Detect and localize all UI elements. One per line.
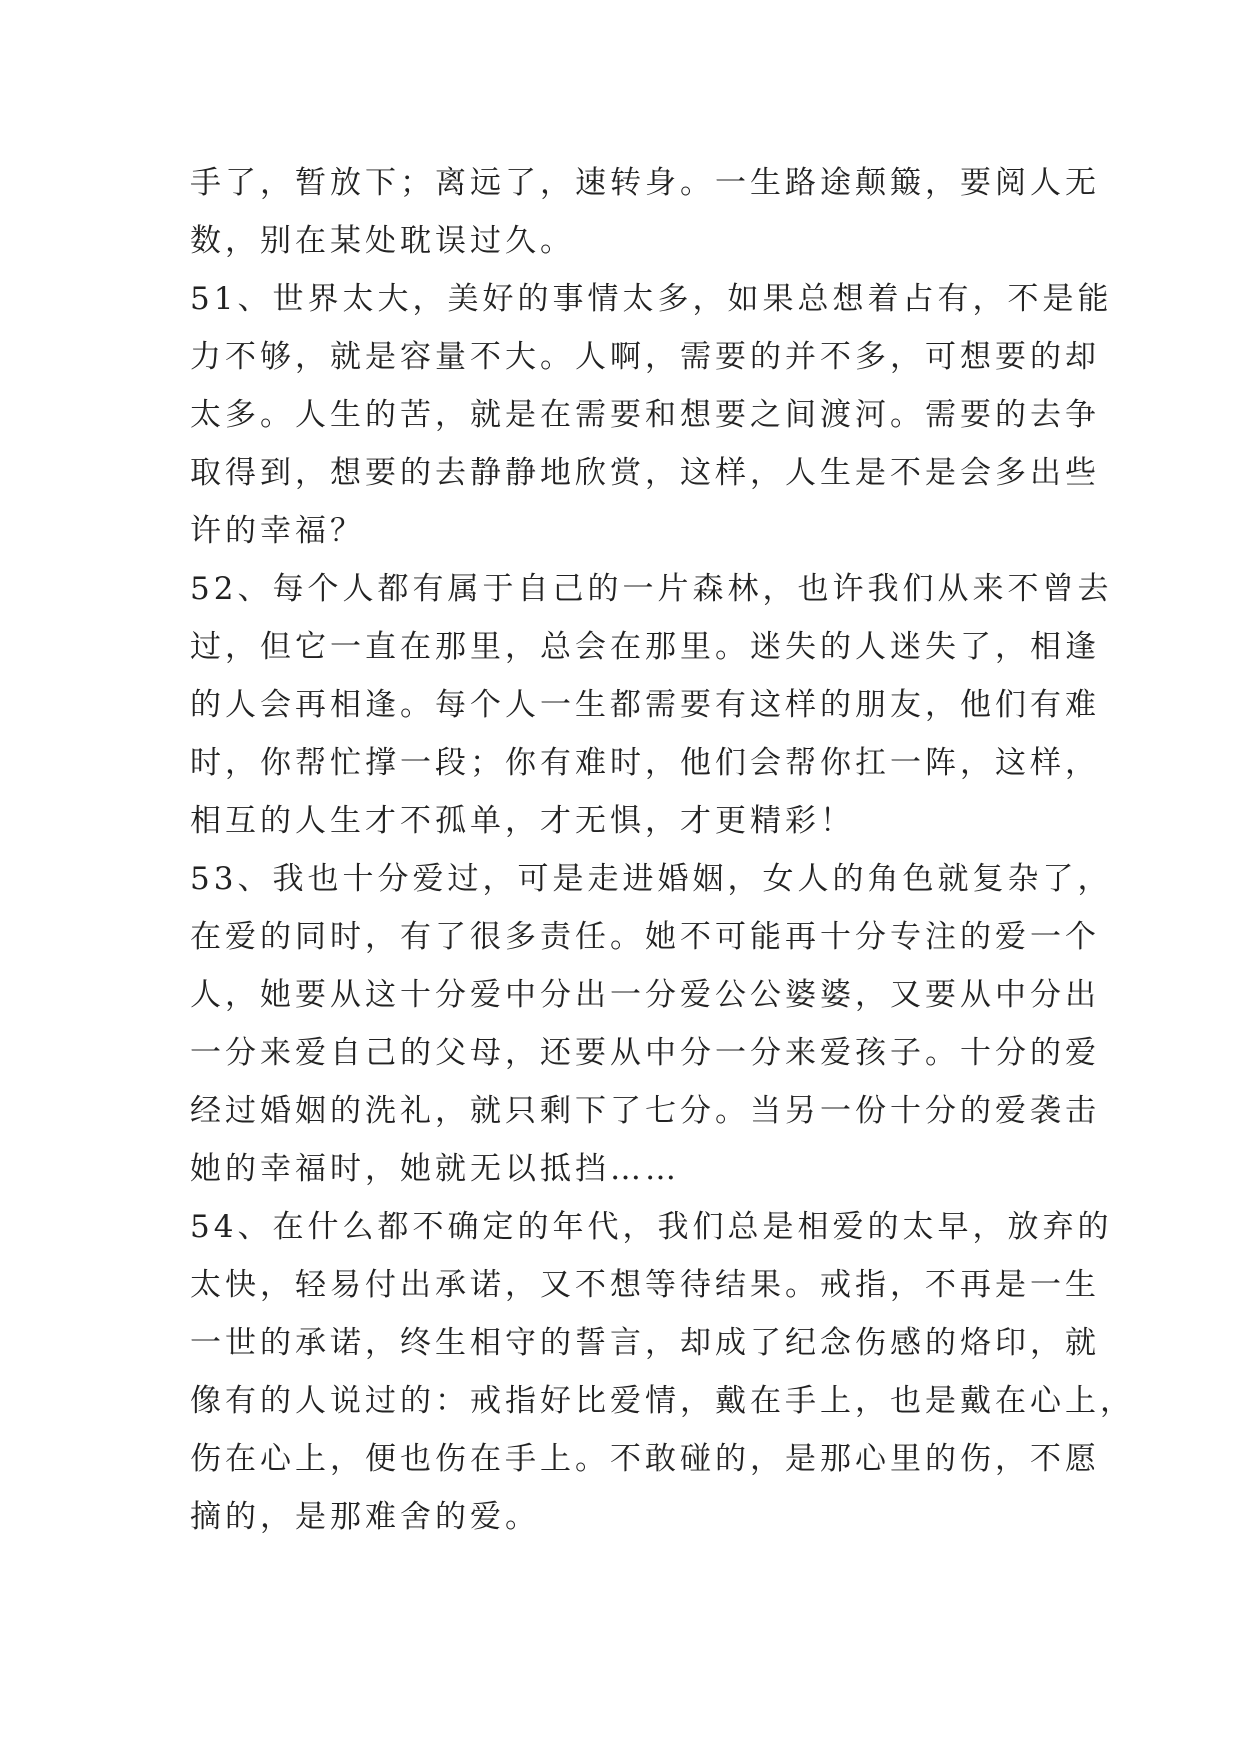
text-line: 手了，暂放下；离远了，速转身。一生路途颠簸，要阅人无 (190, 165, 1100, 201)
text-line: 她的幸福时，她就无以抵挡…… (190, 1151, 680, 1187)
text-line: 一分来爱自己的父母，还要从中分一分来爱孩子。十分的爱 (190, 1035, 1100, 1071)
document-body (190, 154, 1135, 1546)
text-line: 摘的，是那难舍的爱。 (190, 1499, 540, 1535)
text-line: 51、世界太大，美好的事情太多，如果总想着占有，不是能 (190, 281, 1113, 317)
text-line: 经过婚姻的洗礼，就只剩下了七分。当另一份十分的爱袭击 (190, 1093, 1100, 1129)
text-line: 数，别在某处耽误过久。 (190, 223, 575, 259)
text-line: 52、每个人都有属于自己的一片森林，也许我们从来不曾去 (190, 571, 1113, 607)
text-line: 的人会再相逢。每个人一生都需要有这样的朋友，他们有难 (190, 687, 1100, 723)
text-line: 许的幸福？ (190, 513, 365, 549)
text-line: 人，她要从这十分爱中分出一分爱公公婆婆，又要从中分出 (190, 977, 1100, 1013)
text-line: 像有的人说过的：戒指好比爱情，戴在手上，也是戴在心上， (190, 1383, 1135, 1419)
text-line: 太多。人生的苦，就是在需要和想要之间渡河。需要的去争 (190, 397, 1100, 433)
text-line: 54、在什么都不确定的年代，我们总是相爱的太早，放弃的 (190, 1209, 1113, 1245)
text-line: 伤在心上，便也伤在手上。不敢碰的，是那心里的伤，不愿 (190, 1441, 1100, 1477)
text-line: 力不够，就是容量不大。人啊，需要的并不多，可想要的却 (190, 339, 1100, 375)
text-line: 取得到，想要的去静静地欣赏，这样，人生是不是会多出些 (190, 455, 1100, 491)
text-line: 在爱的同时，有了很多责任。她不可能再十分专注的爱一个 (190, 919, 1100, 955)
text-line: 一世的承诺，终生相守的誓言，却成了纪念伤感的烙印，就 (190, 1325, 1100, 1361)
text-line: 太快，轻易付出承诺，又不想等待结果。戒指，不再是一生 (190, 1267, 1100, 1303)
text-line: 相互的人生才不孤单，才无惧，才更精彩！ (190, 803, 855, 839)
text-line: 时，你帮忙撑一段；你有难时，他们会帮你扛一阵，这样， (190, 745, 1100, 781)
text-line: 过，但它一直在那里，总会在那里。迷失的人迷失了，相逢 (190, 629, 1100, 665)
text-line: 53、我也十分爱过，可是走进婚姻，女人的角色就复杂了， (190, 861, 1113, 897)
